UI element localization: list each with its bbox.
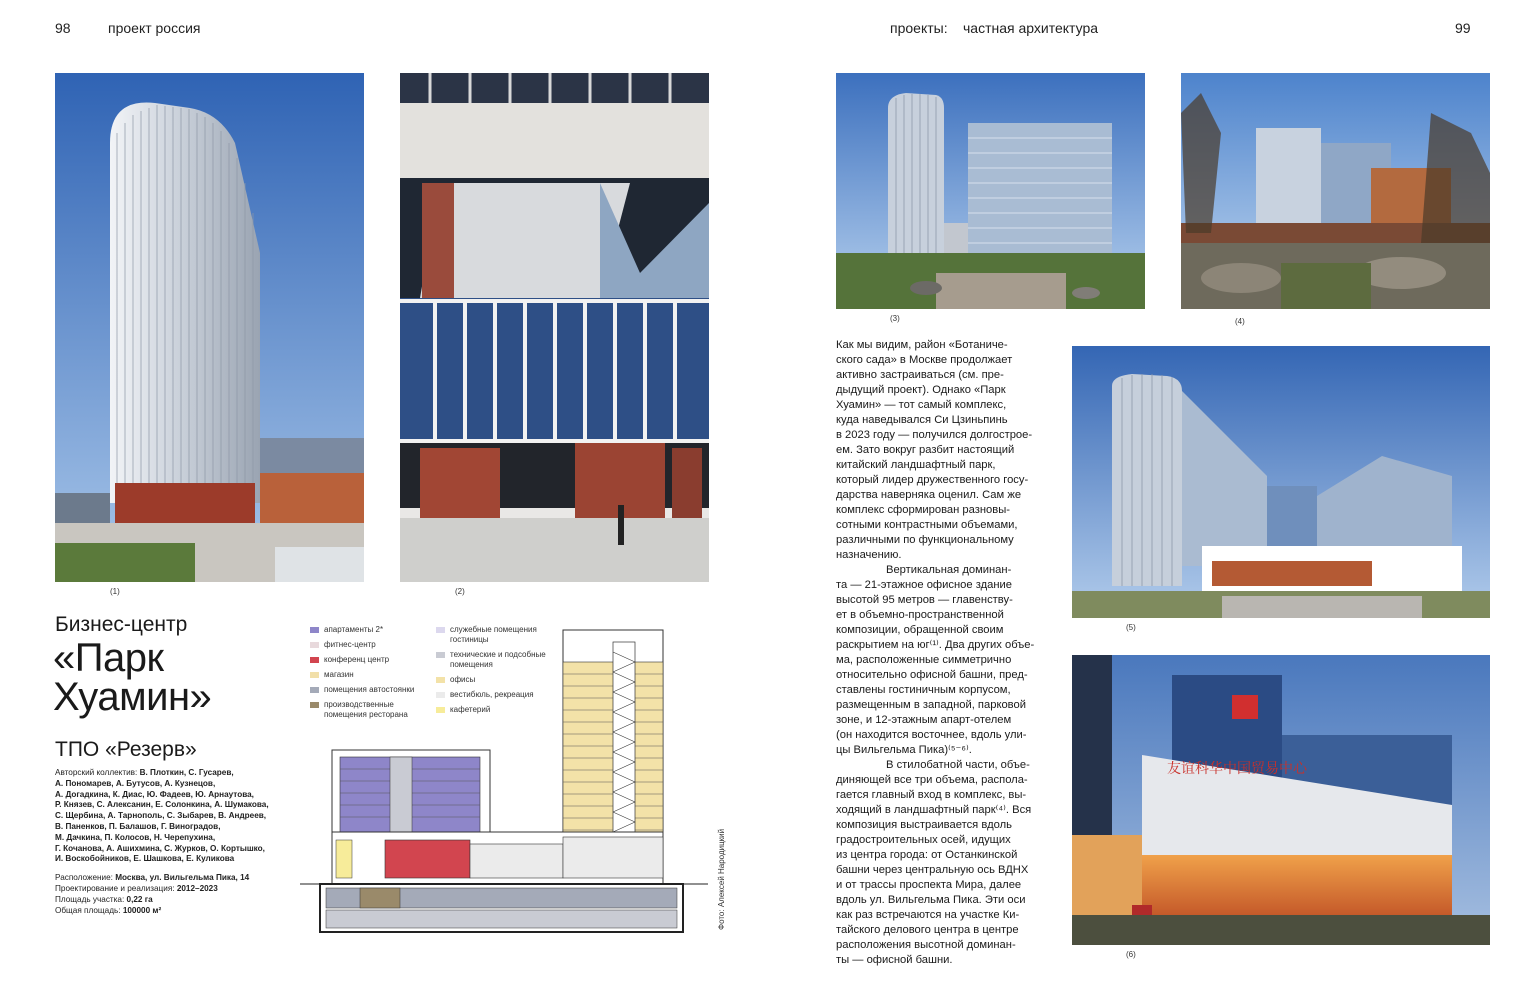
text-line: дарства наверняка оценил. Сам же [836,489,1022,501]
text-line: ет в объемно-пространственной [836,609,1004,621]
article-paragraph-1 [836,338,1051,563]
project-title-line3: Хуамин» [53,675,212,719]
legend-label: кафетерий [450,705,491,714]
text-line: башни через центральную ось ВДНХ [836,864,1029,876]
article-paragraph-3 [836,758,1051,968]
left-section-title: проект россия [108,20,201,36]
team-name-2: А. Догадкина, К. Диас, Ю. Фадеев, Ю. Арнаутова, [55,789,254,799]
project-title-line2: «Парк [53,636,164,680]
text-line: Хуамин» — тот самый комплекс, [836,399,1007,411]
hotel-sign-text: 友谊科华中国贸易中心 [1167,761,1307,777]
text-line: Вертикальная доминан- [886,564,1012,576]
photo-complex-view [836,73,1145,309]
caption-photo-2: (2) [455,587,465,596]
text-line: из центра города: от Останкинской [836,849,1018,861]
text-line: сотными контрастными объемами, [836,519,1018,531]
total-area-label: Общая площадь: [55,905,121,915]
caption-photo-4: (4) [1235,317,1245,326]
text-line: размещенным в западной, парковой [836,699,1026,711]
text-line: диняющей все три объема, распола- [836,774,1028,786]
text-line: активно застраиваться (см. пре- [836,369,1004,381]
legend-label: офисы [450,675,476,684]
legend-label: конференц центр [324,655,390,664]
text-line: ходящий в ландшафтный парк⁽⁴⁾. Вся [836,804,1032,816]
location-label: Расположение: [55,873,113,883]
caption-photo-5: (5) [1126,623,1136,632]
text-line: зоне, и 12-этажным апарт-отелем [836,714,1012,726]
text-line: раскрытием на юг⁽¹⁾. Два других объе- [836,639,1035,651]
legend-label: технические и подсобные помещения [450,650,546,669]
text-line: ставлены гостиничным корпусом, [836,684,1011,696]
team-name-4: С. Щербина, А. Тарнополь, С. Зыбарев, В. Андреев, [55,811,267,821]
team-name-6: М. Дачкина, П. Колосов, Н. Черепухина, [55,832,216,842]
right-section-title: частная архитектура [963,20,1099,36]
text-line: куда наведывался Си Цзиньпинь [836,414,1008,426]
text-line: ского сада» в Москве продолжает [836,354,1013,366]
text-line: цы Вильгельма Пика)⁽⁵⁻⁶⁾. [836,744,972,756]
text-line: композиции, обращенной своим [836,624,1004,636]
photo-credit: Фото: Алексей Народицкий [717,828,726,930]
building-section-drawing [300,622,708,944]
text-line: градостроительных осей, идущих [836,834,1011,846]
text-line: тайского делового центра в центре [836,924,1019,936]
caption-photo-3: (3) [890,314,900,323]
credits-block [55,768,295,916]
article-body [836,338,1051,968]
right-section-prefix: проекты: [890,20,948,36]
text-line: который лидер дружественного госу- [836,474,1029,486]
text-line: и от трассы проспекта Мира, далее [836,879,1022,891]
text-line: та — 21-этажное офисное здание [836,579,1012,591]
photo-hotel-dusk [1072,655,1490,945]
text-line: комплекс сформирован разновы- [836,504,1010,516]
site-area-label: Площадь участка: [55,894,125,904]
legend-label: апартаменты 2* [324,625,384,634]
caption-photo-1: (1) [110,587,120,596]
text-line: различными по функциональному [836,534,1014,546]
text-line: дыдущий проект). Однако «Парк [836,384,1006,396]
legend-label: фитнес-центр [324,640,376,649]
photo-landscape-park [1181,73,1490,309]
text-line: относительно офисной башни, пред- [836,669,1028,681]
text-line: как раз встречаются на участке Ки- [836,909,1020,921]
team-name-1: А. Пономарев, А. Бутусов, А. Кузнецов, [55,778,216,788]
text-line: расположения высотной доминан- [836,939,1016,951]
text-line: высотой 95 метров — главенству- [836,594,1013,606]
caption-photo-6: (6) [1126,950,1136,959]
site-area-value: 0,22 га [126,894,153,904]
legend-label: служебные помещения гостиницы [450,625,537,644]
right-page-number: 99 [1455,20,1471,36]
text-line: (он находится восточнее, вдоль ули- [836,729,1027,741]
total-area-value: 100000 м² [122,905,162,915]
text-line: В стилобатной части, объе- [886,759,1030,771]
design-label: Проектирование и реализация: [55,883,175,893]
team-name-8: И. Воскобойников, Е. Шашкова, Е. Куликова [55,854,235,864]
team-name-5: В. Паненков, П. Балашов, Г. Виноградов, [55,821,221,831]
team-label: Авторский коллектив: [55,768,138,777]
design-value: 2012–2023 [176,883,218,893]
team-name-7: Г. Кочанова, А. Ашихмина, С. Журков, О. Кортышко, [55,843,265,853]
text-line: гается главный вход в комплекс, вы- [836,789,1027,801]
legend-label: магазин [324,670,354,679]
team-name-0: В. Плоткин, С. Гусарев, [139,768,234,777]
legend-label: производственные помещения ресторана [324,700,408,719]
left-page-number: 98 [55,20,71,36]
text-line: композиция выстраивается вдоль [836,819,1013,831]
text-line: Как мы видим, район «Ботаниче- [836,339,1008,351]
team-name-3: Р. Князев, С. Алексанин, Е. Солонкина, А. Шумакова, [55,800,269,810]
photo-office-tower [55,73,364,582]
location-value: Москва, ул. Вильгельма Пика, 14 [115,873,250,883]
photo-complex-panorama [1072,346,1490,618]
article-paragraph-2 [836,563,1051,758]
text-line: ты — офисной башни. [836,954,953,966]
photo-podium-detail [400,73,709,582]
legend-label: помещения автостоянки [324,685,415,694]
text-line: в 2023 году — получился долгострое- [836,429,1033,441]
text-line: китайский ландшафтный парк, [836,459,996,471]
studio-name: ТПО «Резерв» [55,738,197,761]
text-line: ма, расположенные симметрично [836,654,1012,666]
legend-label: вестибюль, рекреация [450,690,534,699]
text-line: ем. Зато вокруг разбит настоящий [836,444,1015,456]
project-title-line1: Бизнес-центр [55,613,188,636]
text-line: назначению. [836,549,902,561]
text-line: вдоль ул. Вильгельма Пика. Эти оси [836,894,1026,906]
